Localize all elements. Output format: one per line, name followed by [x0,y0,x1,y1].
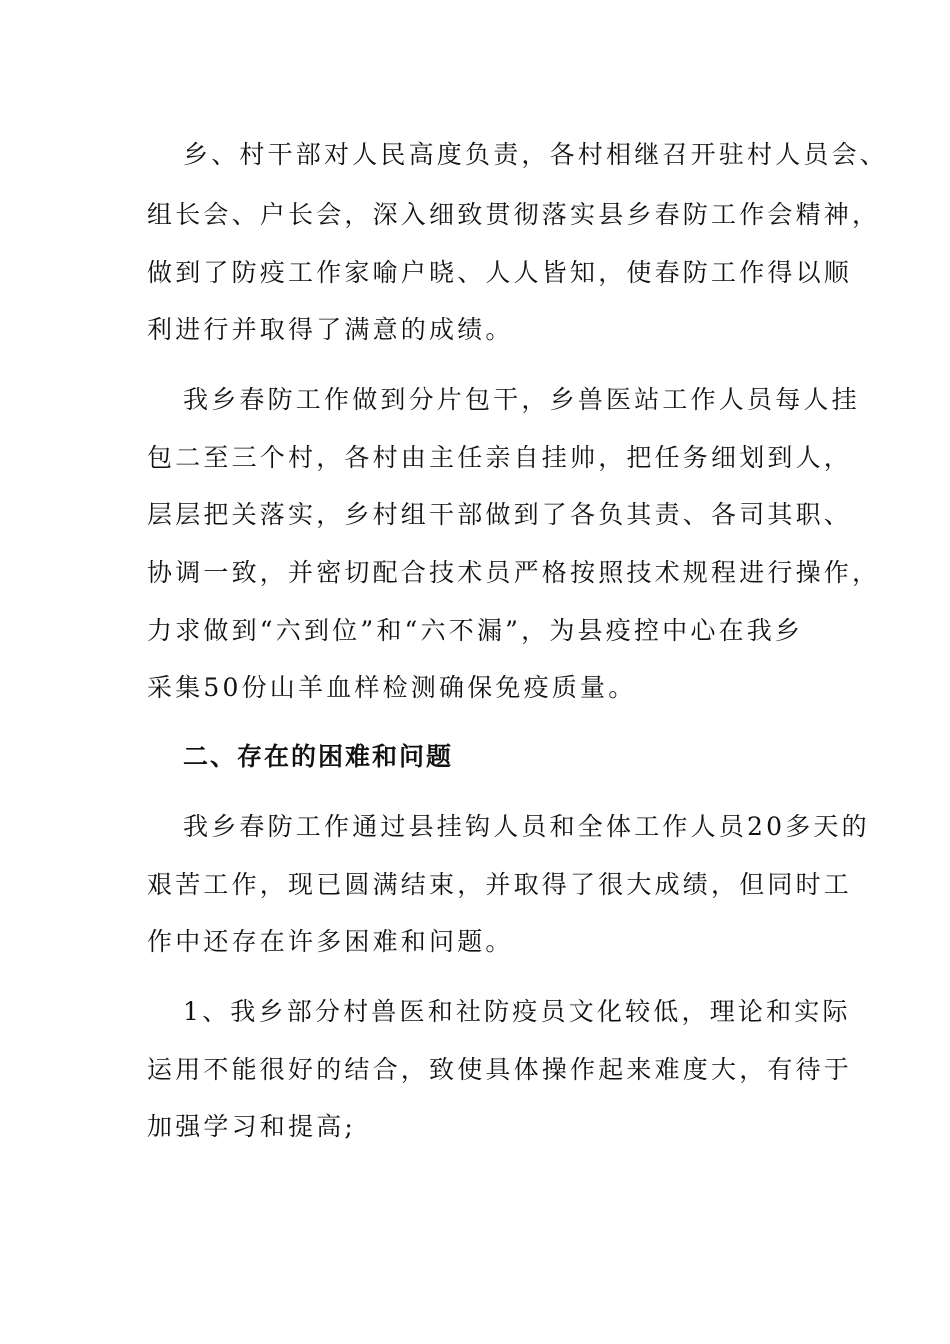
paragraph-4-line-2: 运用不能很好的结合，致使具体操作起来难度大，有待于 [147,1055,853,1084]
paragraph-3-line-1: 我乡春防工作通过县挂钩人员和全体工作人员20多天的 [183,812,870,841]
paragraph-1-line-1: 乡、村干部对人民高度负责，各村相继召开驻村人员会、 [183,140,889,169]
paragraph-2-line-2: 包二至三个村，各村由主任亲自挂帅，把任务细划到人， [147,443,853,472]
paragraph-2-line-6: 采集50份山羊血样检测确保免疫质量。 [147,673,637,702]
paragraph-2-line-1: 我乡春防工作做到分片包干，乡兽医站工作人员每人挂 [183,385,860,414]
paragraph-1-line-3: 做到了防疫工作家喻户晓、人人皆知，使春防工作得以顺 [147,258,853,287]
paragraph-2-line-4: 协调一致，并密切配合技术员严格按照技术规程进行操作， [147,558,881,587]
paragraph-3-line-2: 艰苦工作，现已圆满结束，并取得了很大成绩，但同时工 [147,870,853,899]
paragraph-2-line-3: 层层把关落实，乡村组干部做到了各负其责、各司其职、 [147,500,853,529]
paragraph-1-line-4: 利进行并取得了满意的成绩。 [147,315,514,344]
paragraph-3-line-3: 作中还存在许多困难和问题。 [147,927,514,956]
section-heading: 二、存在的困难和问题 [183,742,454,771]
paragraph-1-line-2: 组长会、户长会，深入细致贯彻落实县乡春防工作会精神， [147,200,881,229]
paragraph-2-line-5: 力求做到“六到位”和“六不漏”，为县疫控中心在我乡 [147,616,804,645]
paragraph-4-line-3: 加强学习和提高; [147,1112,357,1141]
paragraph-4-line-1: 1、我乡部分村兽医和社防疫员文化较低，理论和实际 [183,997,851,1026]
